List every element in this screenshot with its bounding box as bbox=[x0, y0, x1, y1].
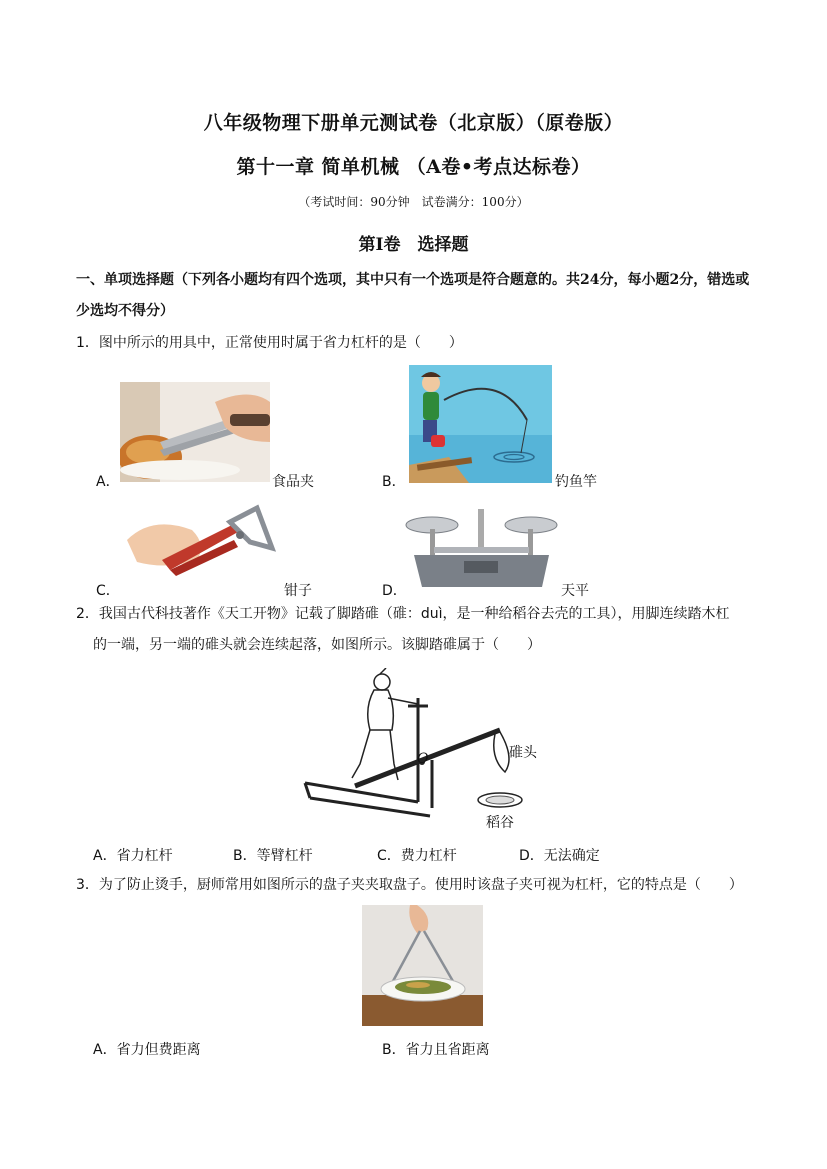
question-1-stem: 1．图中所示的用具中，正常使用时属于省力杠杆的是（ ） bbox=[76, 335, 463, 351]
q1-option-d-caption: 天平 bbox=[561, 583, 589, 599]
fishing-rod-image bbox=[409, 365, 552, 483]
chapter-title: 第十一章 简单机械 （A卷•考点达标卷） bbox=[236, 156, 591, 178]
part-title: 第Ⅰ卷 选择题 bbox=[358, 235, 469, 255]
q2-option-a: A．省力杠杆 bbox=[93, 848, 173, 864]
q1-option-c-caption: 钳子 bbox=[284, 583, 312, 599]
pivot-label: O bbox=[417, 751, 429, 767]
grain-label: 稻谷 bbox=[486, 815, 514, 831]
question-2-stem-line-2: 的一端，另一端的碓头就会连续起落，如图所示。该脚踏碓属于（ ） bbox=[93, 637, 541, 653]
plate-clamp-image bbox=[362, 905, 483, 1026]
exam-info: （考试时间：90分钟 试卷满分：100分） bbox=[298, 195, 529, 209]
q3-option-b: B．省力且省距离 bbox=[382, 1042, 490, 1058]
q1-option-a-letter: A． bbox=[96, 474, 120, 490]
q3-option-a: A．省力但费距离 bbox=[93, 1042, 201, 1058]
q1-option-c-letter: C． bbox=[96, 583, 120, 599]
q1-option-b-caption: 钓鱼竿 bbox=[555, 474, 597, 490]
food-tongs-image bbox=[120, 382, 270, 482]
question-2-stem-line-1: 2．我国古代科技著作《天工开物》记载了脚踏碓（碓：duì，是一种给稻谷去壳的工具），用脚连续踏木杠 bbox=[76, 606, 730, 622]
q1-option-a-caption: 食品夹 bbox=[272, 474, 314, 490]
balance-scale-image bbox=[404, 503, 559, 589]
paper-title: 八年级物理下册单元测试卷（北京版）（原卷版） bbox=[203, 112, 624, 134]
q2-option-b: B．等臂杠杆 bbox=[233, 848, 313, 864]
q1-option-b-letter: B． bbox=[382, 474, 406, 490]
mortar-head-label: 碓头 bbox=[509, 745, 537, 761]
pliers-image bbox=[122, 500, 282, 583]
q2-option-d: D．无法确定 bbox=[519, 848, 600, 864]
q1-option-d-letter: D． bbox=[382, 583, 407, 599]
q2-option-c: C．费力杠杆 bbox=[377, 848, 457, 864]
question-3-stem: 3．为了防止烫手，厨师常用如图所示的盘子夹夹取盘子。使用时该盘子夹可视为杠杆，它的特点是（ ） bbox=[76, 877, 743, 893]
section-heading: 一、单项选择题（下列各小题均有四个选项，其中只有一个选项是符合题意的。共24分，每小题2分，错选或少选均不得分） bbox=[76, 272, 750, 319]
